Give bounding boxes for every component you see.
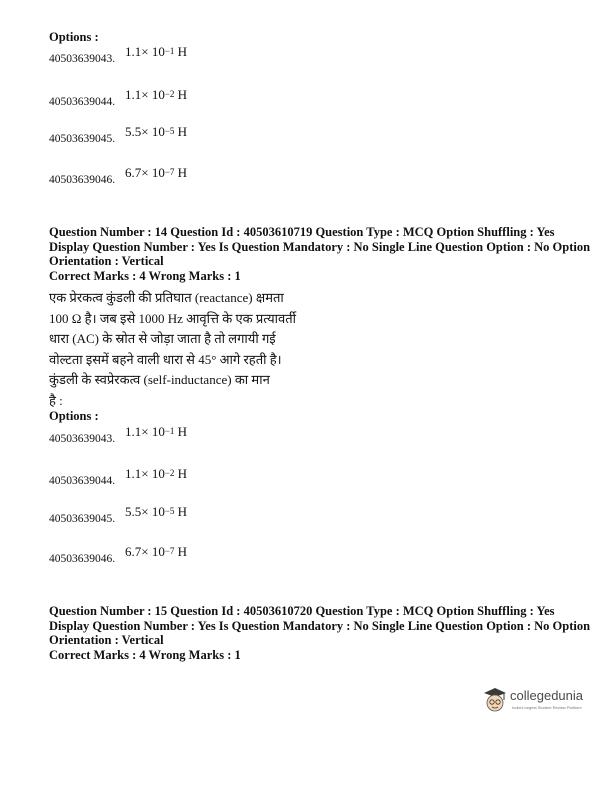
question-text-line: 100 Ω है। जब इसे 1000 Hz आवृत्ति के एक प्रत्यावर्ती [49, 310, 296, 326]
question-text-line: कुंडली के स्वप्रेरकत्व (self-inductance) का मान [49, 372, 270, 387]
question-meta-line: Display Question Number : Yes Is Question Mandatory : No Single Line Question Option : No Option [49, 618, 591, 633]
option-id: 40503639043. [49, 433, 116, 445]
question-14-header [49, 225, 589, 283]
option-value: $1.1\times 10^{-1}$ H [125, 44, 188, 59]
question-marks: Correct Marks : 4 Wrong Marks : 1 [49, 268, 241, 283]
question-meta-line: Display Question Number : Yes Is Question Mandatory : No Single Line Question Option : No Option [49, 239, 591, 254]
question-text-line: वोल्टता इसमें बहने वाली धारा से 45° आगे रहती है। [49, 351, 282, 367]
option-value: $6.7\times 10^{-7}$ H [125, 165, 188, 180]
question-meta-line: Question Number : 14 Question Id : 40503610719 Question Type : MCQ Option Shuffling : Yes [49, 225, 555, 239]
question-text-line: है : [49, 392, 63, 408]
option-id: 40503639046. [49, 553, 116, 565]
mascot-icon [482, 685, 508, 715]
question-meta-line: Orientation : Vertical [49, 633, 164, 647]
option-id: 40503639046. [49, 174, 116, 186]
option-value: $6.7\times 10^{-7}$ H [125, 544, 188, 559]
question-14-text [49, 288, 319, 411]
logo-wordmark: collegedunia [510, 688, 584, 703]
option-id: 40503639044. [49, 475, 116, 487]
option-id: 40503639045. [49, 133, 116, 145]
options-label: Options : [49, 30, 99, 44]
option-id: 40503639043. [49, 53, 116, 65]
question-text-line: एक प्रेरकत्व कुंडली की प्रतिघात (reactance) क्षमता [49, 290, 284, 305]
option-value: $5.5\times 10^{-5}$ H [125, 124, 188, 139]
option-value: $1.1\times 10^{-2}$ H [125, 466, 188, 481]
option-value: $5.5\times 10^{-5}$ H [125, 504, 188, 519]
question-15-header [49, 604, 589, 662]
options-label: Options : [49, 409, 99, 423]
question-text-line: धारा (AC) के स्रोत से जोड़ा जाता है तो लगायी गई [49, 331, 276, 346]
option-value: $1.1\times 10^{-1}$ H [125, 424, 188, 439]
option-id: 40503639044. [49, 96, 116, 108]
option-value: $1.1\times 10^{-2}$ H [125, 87, 188, 102]
question-meta-line: Orientation : Vertical [49, 254, 164, 268]
question-marks: Correct Marks : 4 Wrong Marks : 1 [49, 647, 241, 662]
collegedunia-logo [482, 683, 592, 717]
logo-tagline: India's largest Student Review Platform [512, 705, 582, 710]
option-id: 40503639045. [49, 513, 116, 525]
question-meta-line: Question Number : 15 Question Id : 40503610720 Question Type : MCQ Option Shuffling : Yes [49, 604, 555, 618]
